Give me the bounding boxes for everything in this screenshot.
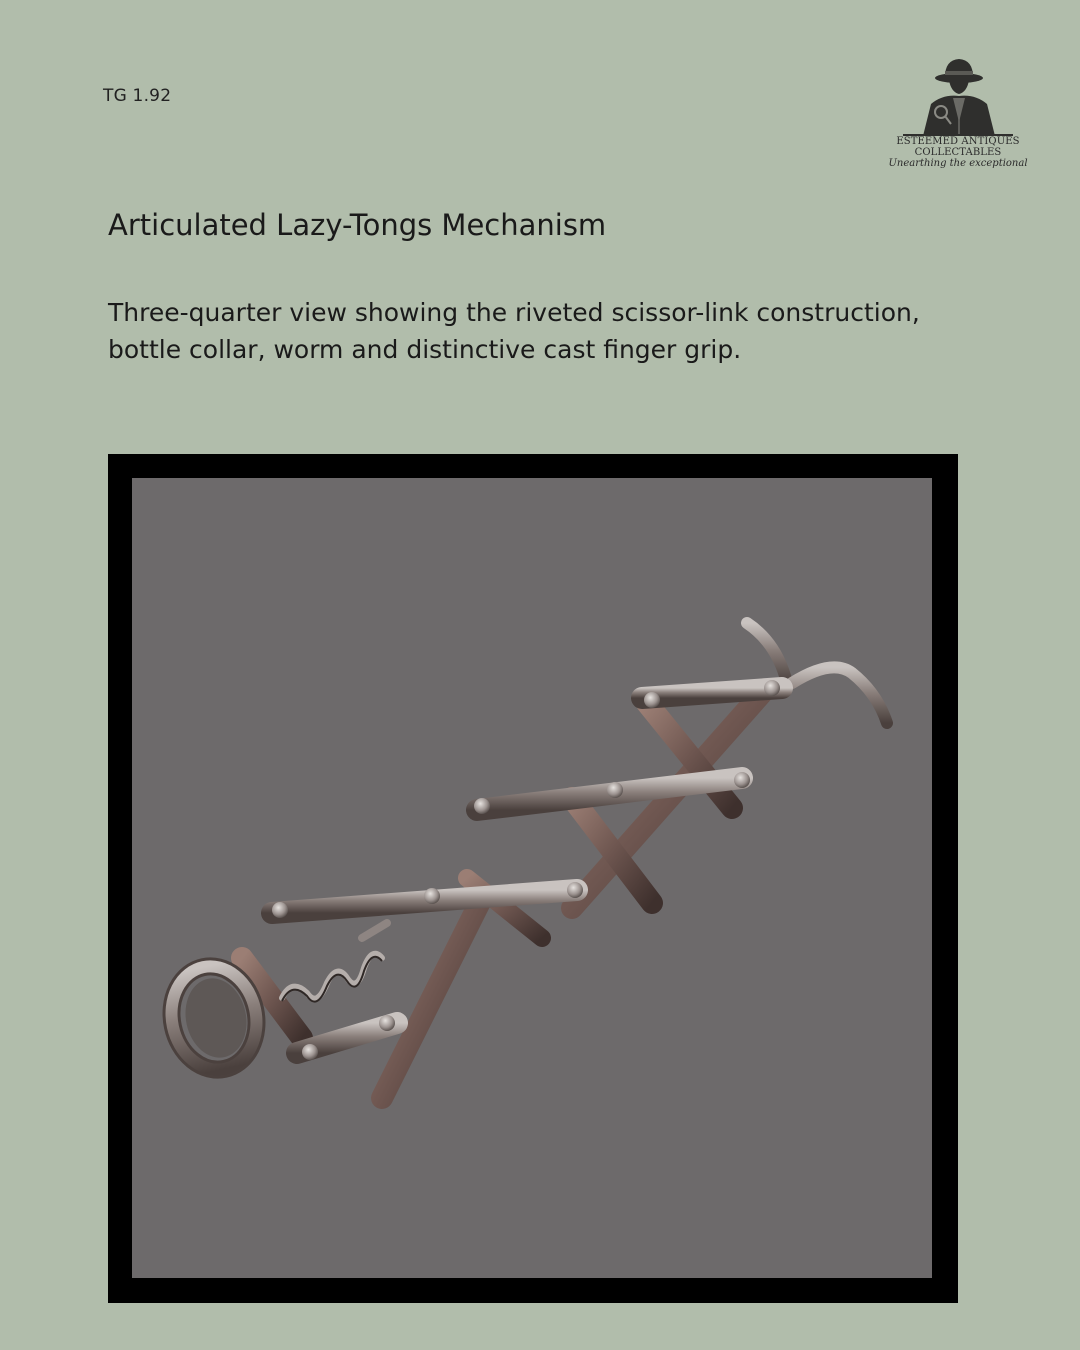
page-description: Three-quarter view showing the riveted scissor-link construction, bottle collar, worm and distinctive cast finger grip. — [108, 298, 920, 364]
photo-frame — [108, 454, 958, 1303]
logo-tagline: Unearthing the exceptional — [888, 158, 1028, 169]
logo-brand-name: ESTEEMED ANTIQUES — [896, 136, 1020, 147]
detective-silhouette-icon — [903, 54, 1013, 136]
lazy-tongs-corkscrew-image — [132, 478, 932, 1278]
brand-logo — [888, 54, 1028, 182]
rivets — [272, 680, 780, 1060]
reference-code: TG 1.92 — [103, 86, 172, 106]
page-title: Articulated Lazy-Tongs Mechanism — [108, 208, 607, 242]
logo-brand-subname: COLLECTABLES — [914, 147, 1002, 158]
corkscrew-illustration — [132, 478, 932, 1278]
